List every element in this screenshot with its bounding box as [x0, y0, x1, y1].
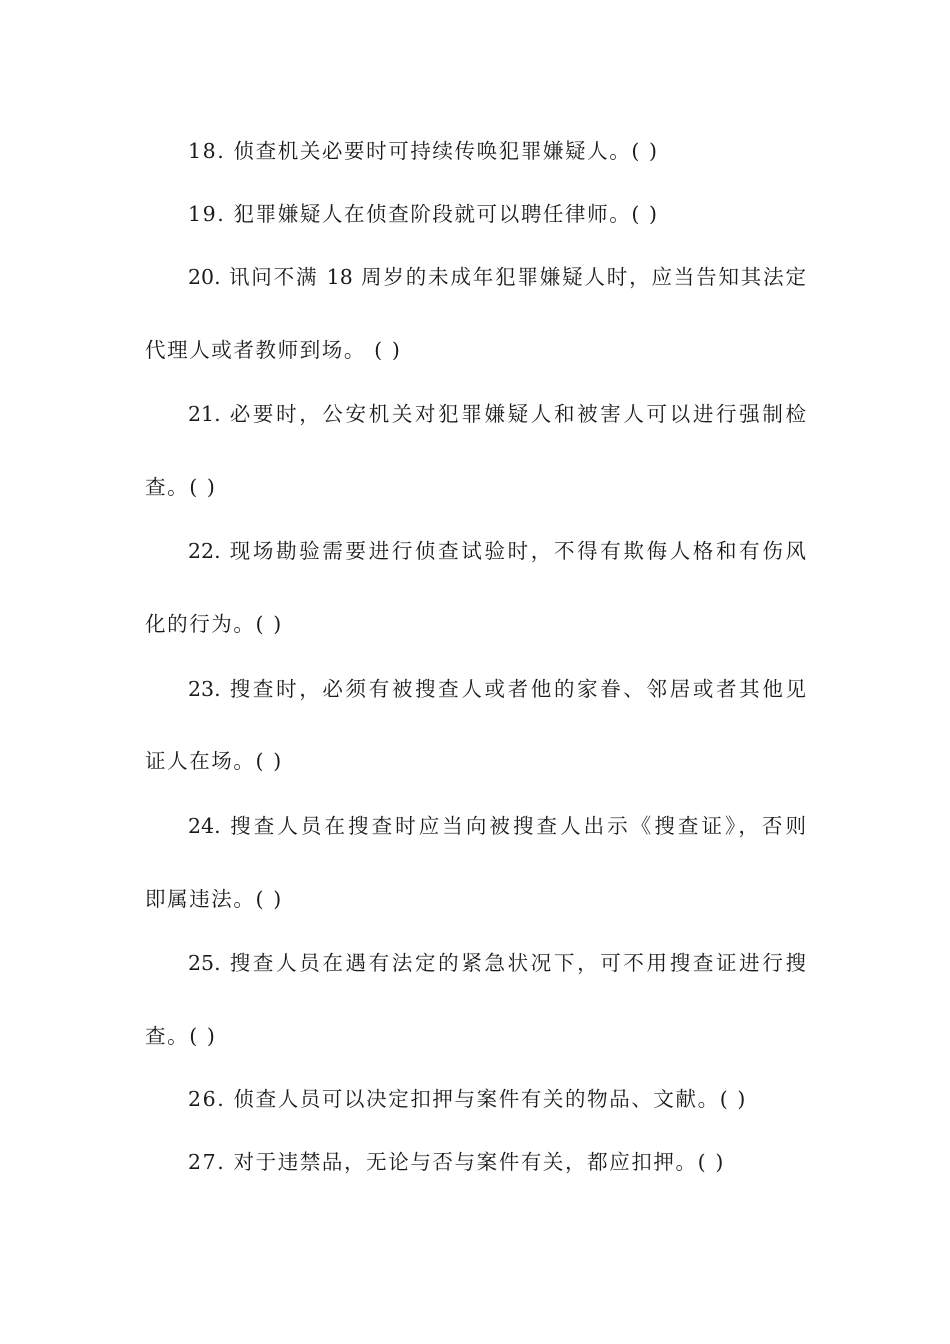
question-20-line-1: 20. 讯问不满 18 周岁的未成年犯罪嫌疑人时，应当告知其法定	[188, 265, 806, 289]
question-26: 26. 侦查人员可以决定扣押与案件有关的物品、文献。( )	[188, 1087, 748, 1111]
question-23-line-1: 23. 搜查时，必须有被搜查人或者他的家眷、邻居或者其他见	[188, 677, 806, 701]
question-21-line-2: 查。( )	[145, 475, 217, 499]
question-25-line-1: 25. 搜查人员在遇有法定的紧急状况下，可不用搜查证进行搜	[188, 951, 806, 975]
question-21-line-1: 21. 必要时，公安机关对犯罪嫌疑人和被害人可以进行强制检	[188, 402, 806, 426]
question-19: 19. 犯罪嫌疑人在侦查阶段就可以聘任律师。( )	[188, 202, 659, 226]
question-20-line-2: 代理人或者教师到场。 ( )	[145, 338, 402, 362]
question-24-line-2: 即属违法。( )	[145, 887, 283, 911]
question-25-line-2: 查。( )	[145, 1024, 217, 1048]
question-18: 18. 侦查机关必要时可持续传唤犯罪嫌疑人。( )	[188, 139, 659, 163]
question-24-line-1: 24. 搜查人员在搜查时应当向被搜查人出示《搜查证》，否则	[188, 814, 806, 838]
question-22-line-2: 化的行为。( )	[145, 612, 283, 636]
question-23-line-2: 证人在场。( )	[145, 749, 283, 773]
question-22-line-1: 22. 现场勘验需要进行侦查试验时，不得有欺侮人格和有伤风	[188, 539, 806, 563]
question-27: 27. 对于违禁品，无论与否与案件有关，都应扣押。( )	[188, 1150, 725, 1174]
